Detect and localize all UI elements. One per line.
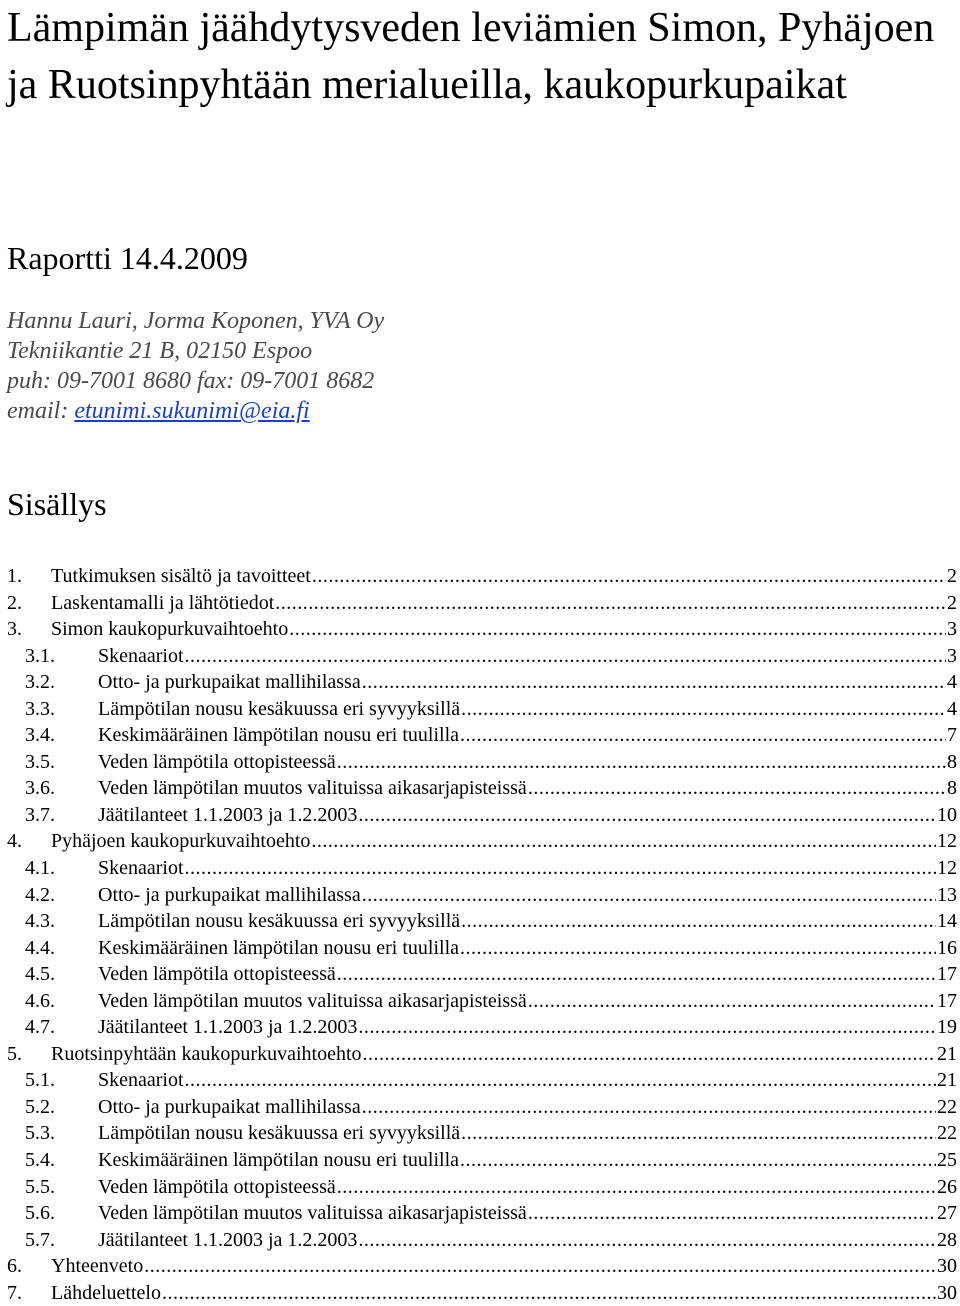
toc-entry-number: 5. — [7, 1042, 22, 1065]
toc-entry-title: Skenaariot — [98, 857, 184, 880]
toc-entry[interactable] — [7, 828, 957, 855]
toc-entry-title: Otto- ja purkupaikat mallihilassa — [98, 1095, 361, 1118]
toc-entry-number: 4.4. — [25, 936, 55, 959]
toc-entry[interactable] — [7, 935, 957, 962]
toc-entry-page-number: 30 — [937, 1281, 957, 1304]
toc-entry-number: 5.2. — [25, 1095, 55, 1118]
toc-entry-title: Yhteenveto — [51, 1255, 144, 1278]
toc-dot-leader — [311, 828, 936, 855]
toc-dot-leader — [337, 749, 946, 776]
toc-dot-leader — [363, 1041, 936, 1068]
toc-entry-page-number: 22 — [937, 1122, 957, 1145]
toc-dot-leader — [460, 722, 946, 749]
toc-dot-leader — [185, 643, 946, 670]
toc-entry-page-number: 14 — [937, 910, 957, 933]
toc-entry-title: Tutkimuksen sisältö ja tavoitteet — [51, 565, 311, 587]
toc-heading: Sisällys — [7, 486, 107, 522]
toc-entry-page-number: 17 — [937, 989, 957, 1012]
toc-entry-number: 4.7. — [25, 1016, 55, 1039]
toc-entry[interactable] — [7, 1041, 957, 1068]
toc-dot-leader — [461, 1120, 936, 1147]
toc-entry-title: Jäätilanteet 1.1.2003 ja 1.2.2003 — [98, 803, 358, 826]
toc-entry-number: 3.5. — [25, 750, 55, 773]
toc-entry[interactable] — [7, 749, 957, 776]
toc-entry-page-number: 4 — [947, 697, 957, 720]
toc-entry-title: Skenaariot — [98, 1069, 184, 1092]
toc-entry-title: Keskimääräinen lämpötilan nousu eri tuulilla — [98, 1149, 460, 1172]
toc-entry-number: 5.5. — [25, 1175, 55, 1198]
toc-dot-leader — [337, 961, 936, 988]
toc-entry-title: Veden lämpötila ottopisteessä — [98, 963, 336, 986]
toc-entry-title: Skenaariot — [98, 644, 184, 667]
toc-entry-number: 1. — [7, 565, 22, 587]
toc-entry-page-number: 2 — [947, 565, 957, 587]
toc-entry-number: 3.2. — [25, 671, 55, 694]
toc-dot-leader — [162, 1280, 936, 1306]
toc-entry-page-number: 21 — [937, 1042, 957, 1065]
toc-entry-page-number: 4 — [947, 671, 957, 694]
toc-entry-page-number: 7 — [947, 724, 957, 747]
toc-entry-number: 5.6. — [25, 1202, 55, 1225]
toc-dot-leader — [528, 988, 936, 1015]
toc-entry-number: 5.1. — [25, 1069, 55, 1092]
toc-entry-page-number: 8 — [947, 777, 957, 800]
toc-entry-title: Veden lämpötilan muutos valituissa aikasarjapisteissä — [98, 1202, 527, 1225]
toc-entry-page-number: 19 — [937, 1016, 957, 1039]
toc-entry[interactable] — [7, 563, 957, 590]
toc-entry[interactable] — [7, 1227, 957, 1254]
toc-entry-number: 6. — [7, 1255, 22, 1278]
toc-entry[interactable] — [7, 1014, 957, 1041]
toc-entry-number: 4.6. — [25, 989, 55, 1012]
toc-entry-title: Veden lämpötila ottopisteessä — [98, 750, 336, 773]
toc-entry[interactable] — [7, 882, 957, 909]
toc-entry-number: 3.4. — [25, 724, 55, 747]
toc-entry-page-number: 17 — [937, 963, 957, 986]
toc-entry-number: 5.4. — [25, 1149, 55, 1172]
toc-entry-page-number: 3 — [947, 644, 957, 667]
toc-dot-leader — [460, 935, 936, 962]
toc-entry-page-number: 13 — [937, 883, 957, 906]
toc-dot-leader — [185, 1067, 936, 1094]
toc-entry[interactable] — [7, 775, 957, 802]
toc-entry-number: 4.1. — [25, 857, 55, 880]
email-label: email: — [7, 398, 75, 424]
toc-entry[interactable] — [7, 590, 957, 617]
report-date: Raportti 14.4.2009 — [7, 240, 248, 276]
toc-entry-page-number: 27 — [937, 1202, 957, 1225]
toc-dot-leader — [528, 775, 946, 802]
table-of-contents — [7, 563, 957, 1306]
toc-entry[interactable] — [7, 669, 957, 696]
toc-entry-page-number: 16 — [937, 936, 957, 959]
author-names: Hannu Lauri, Jorma Koponen, YVA Oy — [7, 308, 385, 334]
toc-dot-leader — [461, 908, 936, 935]
author-phone-fax: puh: 09-7001 8680 fax: 09-7001 8682 — [7, 368, 375, 394]
toc-entry-title: Lämpötilan nousu kesäkuussa eri syvyyksillä — [98, 697, 461, 720]
toc-entry-number: 4. — [7, 830, 22, 853]
toc-dot-leader — [275, 590, 946, 617]
toc-entry-number: 3.6. — [25, 777, 55, 800]
toc-entry-title: Otto- ja purkupaikat mallihilassa — [98, 883, 361, 906]
toc-dot-leader — [312, 563, 946, 590]
toc-entry-page-number: 10 — [937, 803, 957, 826]
toc-dot-leader — [362, 1094, 936, 1121]
toc-entry-page-number: 12 — [937, 830, 957, 853]
toc-entry[interactable] — [7, 643, 957, 670]
toc-entry-page-number: 8 — [947, 750, 957, 773]
toc-entry-title: Veden lämpötila ottopisteessä — [98, 1175, 336, 1198]
toc-entry[interactable] — [7, 988, 957, 1015]
toc-dot-leader — [185, 855, 936, 882]
toc-dot-leader — [362, 882, 936, 909]
toc-entry[interactable] — [7, 1147, 957, 1174]
toc-entry-number: 3.3. — [25, 697, 55, 720]
toc-entry[interactable] — [7, 1120, 957, 1147]
toc-entry[interactable] — [7, 722, 957, 749]
document-title: Lämpimän jäähdytysveden leviämien Simon, Pyhäjoen ja Ruotsinpyhtään merialueilla, kaukopurkupaikat — [7, 5, 935, 108]
toc-entry-number: 2. — [7, 591, 22, 614]
toc-entry-page-number: 3 — [947, 618, 957, 641]
toc-entry-page-number: 30 — [937, 1255, 957, 1278]
toc-dot-leader — [362, 669, 946, 696]
toc-entry-title: Lämpötilan nousu kesäkuussa eri syvyyksillä — [98, 1122, 461, 1145]
toc-dot-leader — [528, 1200, 936, 1227]
author-block — [7, 306, 384, 426]
toc-entry[interactable] — [7, 696, 957, 723]
toc-dot-leader — [460, 1147, 936, 1174]
email-link[interactable]: etunimi.sukunimi@eia.fi — [74, 398, 310, 424]
author-email-line — [7, 396, 384, 426]
toc-entry[interactable] — [7, 1174, 957, 1201]
toc-entry-page-number: 26 — [937, 1175, 957, 1198]
toc-entry-title: Keskimääräinen lämpötilan nousu eri tuulilla — [98, 724, 460, 747]
toc-entry[interactable] — [7, 1094, 957, 1121]
toc-dot-leader — [358, 1227, 936, 1254]
toc-entry-number: 3. — [7, 618, 22, 641]
toc-entry-number: 4.3. — [25, 910, 55, 933]
toc-dot-leader — [289, 616, 946, 643]
toc-entry-title: Veden lämpötilan muutos valituissa aikasarjapisteissä — [98, 777, 527, 800]
toc-entry-number: 4.5. — [25, 963, 55, 986]
toc-entry-number: 3.7. — [25, 803, 55, 826]
toc-dot-leader — [144, 1253, 936, 1280]
toc-entry[interactable] — [7, 1067, 957, 1094]
toc-entry[interactable] — [7, 1280, 957, 1306]
toc-entry-title: Lähdeluettelo — [51, 1281, 161, 1304]
toc-entry-title: Veden lämpötilan muutos valituissa aikasarjapisteissä — [98, 989, 527, 1012]
toc-entry-title: Lämpötilan nousu kesäkuussa eri syvyyksillä — [98, 910, 461, 933]
toc-entry-page-number: 12 — [937, 857, 957, 880]
toc-entry-page-number: 28 — [937, 1228, 957, 1251]
toc-entry-page-number: 22 — [937, 1095, 957, 1118]
toc-entry-title: Otto- ja purkupaikat mallihilassa — [98, 671, 361, 694]
toc-dot-leader — [337, 1174, 936, 1201]
toc-dot-leader — [461, 696, 946, 723]
toc-entry-title: Simon kaukopurkuvaihtoehto — [51, 618, 289, 641]
toc-entry-title: Jäätilanteet 1.1.2003 ja 1.2.2003 — [98, 1016, 358, 1039]
toc-entry-number: 5.7. — [25, 1228, 55, 1251]
toc-entry-title: Jäätilanteet 1.1.2003 ja 1.2.2003 — [98, 1228, 358, 1251]
toc-entry-title: Pyhäjoen kaukopurkuvaihtoehto — [51, 830, 311, 853]
toc-entry-number: 3.1. — [25, 644, 55, 667]
toc-entry-number: 4.2. — [25, 883, 55, 906]
toc-dot-leader — [358, 802, 936, 829]
toc-entry-number: 5.3. — [25, 1122, 55, 1145]
toc-entry[interactable] — [7, 802, 957, 829]
author-address: Tekniikantie 21 B, 02150 Espoo — [7, 338, 313, 364]
toc-entry-page-number: 25 — [937, 1149, 957, 1172]
toc-entry-title: Laskentamalli ja lähtötiedot — [51, 591, 275, 614]
toc-entry-title: Keskimääräinen lämpötilan nousu eri tuulilla — [98, 936, 460, 959]
toc-entry[interactable] — [7, 855, 957, 882]
toc-entry[interactable] — [7, 1200, 957, 1227]
toc-entry[interactable] — [7, 616, 957, 643]
toc-entry-page-number: 2 — [947, 591, 957, 614]
toc-entry[interactable] — [7, 908, 957, 935]
toc-entry-number: 7. — [7, 1281, 22, 1304]
toc-entry-page-number: 21 — [937, 1069, 957, 1092]
toc-entry[interactable] — [7, 961, 957, 988]
toc-entry[interactable] — [7, 1253, 957, 1280]
toc-entry-title: Ruotsinpyhtään kaukopurkuvaihtoehto — [51, 1042, 362, 1065]
toc-dot-leader — [358, 1014, 936, 1041]
